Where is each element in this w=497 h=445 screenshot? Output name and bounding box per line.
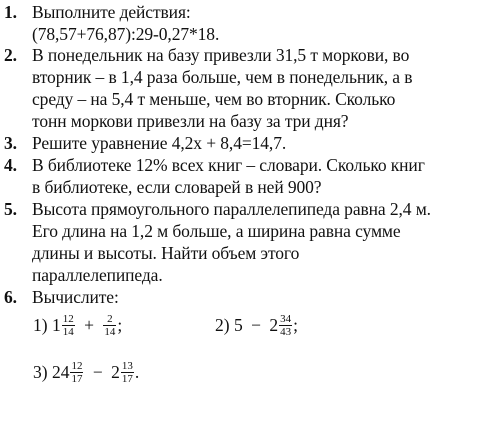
numerator: 13 (121, 360, 133, 372)
minus-operator: − (251, 315, 261, 335)
whole-part: 24 (51, 362, 70, 382)
task-text: Вычислите: (32, 287, 119, 307)
whole-part: 2 (111, 362, 120, 382)
fraction (62, 313, 75, 338)
fraction (103, 313, 116, 338)
task-number: 6. (4, 287, 17, 307)
task-number: 1. (4, 2, 17, 22)
expression-2 (215, 313, 298, 338)
terminator: ; (293, 315, 298, 335)
task-number: 2. (4, 45, 17, 65)
task-number: 5. (4, 199, 17, 219)
minuend: 5 (233, 315, 243, 335)
task-number: 3. (4, 133, 17, 153)
expression-1 (33, 313, 122, 338)
denominator: 17 (121, 373, 133, 385)
terminator: ; (117, 315, 123, 335)
whole-part: 2 (269, 315, 279, 335)
numerator: 12 (62, 313, 74, 325)
fraction (279, 313, 292, 338)
minus-operator: − (92, 362, 103, 382)
task-number: 4. (4, 155, 17, 175)
expression-3 (33, 360, 139, 385)
whole-part: 1 (51, 315, 61, 335)
expression-label: 3) (33, 362, 48, 382)
numerator: 34 (280, 313, 292, 325)
numerator: 2 (103, 313, 116, 326)
task-text: Высота прямоугольного параллелепипеда равна 2,4 м. Его длина на 1,2 м больше, а ширина равна сумме длины и высоты. Найти объем этого параллелепипеда. (32, 199, 431, 285)
fraction (121, 360, 134, 385)
expression-label: 2) (215, 315, 230, 335)
expression-label: 1) (33, 315, 48, 335)
task-text: Выполните действия: (78,57+76,87):29-0,27*18. (32, 2, 220, 44)
numerator: 12 (71, 360, 83, 372)
terminator: . (134, 362, 140, 382)
denominator: 14 (104, 326, 116, 338)
task-text: Решите уравнение 4,2х + 8,4=14,7. (32, 133, 287, 153)
task-text: В понедельник на базу привезли 31,5 т моркови, во вторник – в 1,4 раза больше, чем в понедельник, а в среду – на 5,4 т меньше, чем во вторник. Сколько тонн моркови привезли на базу за три дня? (32, 45, 413, 131)
denominator: 17 (71, 373, 83, 385)
task-text: В библиотеке 12% всех книг – словари. Сколько книг в библиотеке, если словарей в ней 900? (32, 155, 425, 197)
fraction (70, 360, 83, 385)
denominator: 43 (280, 326, 292, 338)
denominator: 14 (62, 326, 74, 338)
plus-operator: + (84, 315, 94, 335)
